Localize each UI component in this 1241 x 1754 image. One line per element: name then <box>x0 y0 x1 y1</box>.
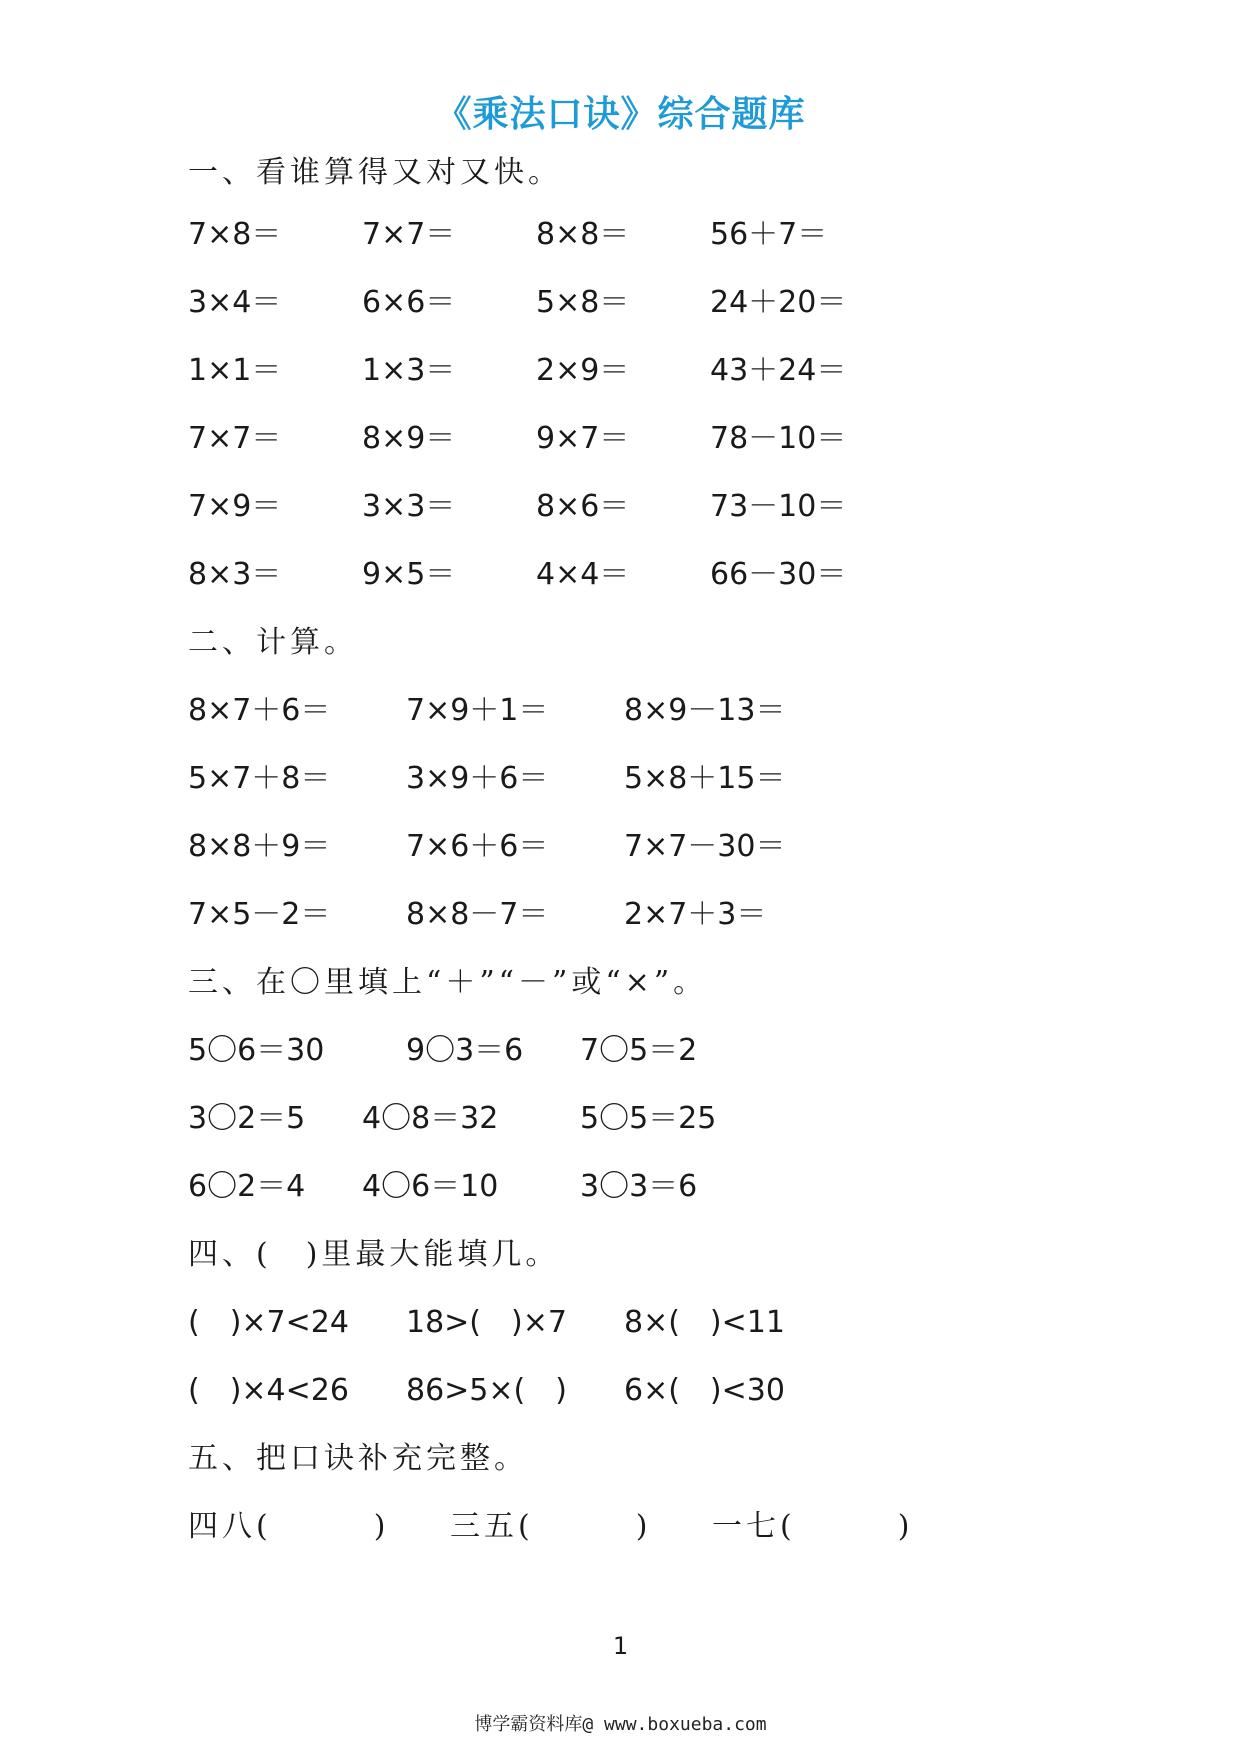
exercise-item: 56＋7＝ <box>710 217 828 252</box>
exercise-item: 8×8－7＝ <box>406 897 549 932</box>
exercise-item: 86>5×( ) <box>406 1373 567 1408</box>
section-5-heading: 五、把口诀补充完整。 <box>188 1441 528 1476</box>
exercise-item: 8×( )<11 <box>624 1305 785 1340</box>
section-3-heading: 三、在〇里填上“＋”“－”或“×”。 <box>188 965 708 1000</box>
exercise-item: 8×7＋6＝ <box>188 693 331 728</box>
exercise-item: 5〇6＝30 <box>188 1033 325 1068</box>
exercise-item: 3〇3＝6 <box>580 1169 698 1204</box>
exercise-item: 8×6＝ <box>536 489 630 524</box>
exercise-item: 三五( ) <box>450 1509 652 1544</box>
exercise-item: 24＋20＝ <box>710 285 847 320</box>
exercise-item: 66－30＝ <box>710 557 847 592</box>
exercise-item: 4〇8＝32 <box>362 1101 499 1136</box>
exercise-item: 7〇5＝2 <box>580 1033 698 1068</box>
exercise-item: 四八( ) <box>188 1509 390 1544</box>
exercise-item: 8×9＝ <box>362 421 456 456</box>
footer-watermark: 博学霸资料库@ www.boxueba.com <box>474 1714 767 1735</box>
exercise-item: 3×9＋6＝ <box>406 761 549 796</box>
exercise-item: 43＋24＝ <box>710 353 847 388</box>
exercise-item: 3×4＝ <box>188 285 282 320</box>
exercise-item: 7×7＝ <box>188 421 282 456</box>
exercise-item: 1×1＝ <box>188 353 282 388</box>
exercise-item: 18>( )×7 <box>406 1305 567 1340</box>
exercise-item: 2×7＋3＝ <box>624 897 767 932</box>
exercise-item: 7×5－2＝ <box>188 897 331 932</box>
exercise-item: 2×9＝ <box>536 353 630 388</box>
exercise-item: ( )×7<24 <box>188 1305 349 1340</box>
exercise-item: 7×7＝ <box>362 217 456 252</box>
exercise-item: 7×7－30＝ <box>624 829 786 864</box>
exercise-item: 8×8＝ <box>536 217 630 252</box>
exercise-item: 7×6＋6＝ <box>406 829 549 864</box>
exercise-item: 5〇5＝25 <box>580 1101 717 1136</box>
exercise-item: 一七( ) <box>712 1509 914 1544</box>
exercise-item: 5×8＋15＝ <box>624 761 786 796</box>
exercise-item: 78－10＝ <box>710 421 847 456</box>
exercise-item: 5×8＝ <box>536 285 630 320</box>
exercise-item: 6×( )<30 <box>624 1373 785 1408</box>
exercise-item: 9〇3＝6 <box>406 1033 524 1068</box>
exercise-item: 9×7＝ <box>536 421 630 456</box>
exercise-item: 8×9－13＝ <box>624 693 786 728</box>
exercise-item: 73－10＝ <box>710 489 847 524</box>
exercise-item: 3×3＝ <box>362 489 456 524</box>
exercise-item: 7×9＝ <box>188 489 282 524</box>
page-title: 《乘法口诀》综合题库 <box>435 94 806 135</box>
exercise-item: ( )×4<26 <box>188 1373 349 1408</box>
exercise-item: 8×8＋9＝ <box>188 829 331 864</box>
exercise-item: 6×6＝ <box>362 285 456 320</box>
exercise-item: 8×3＝ <box>188 557 282 592</box>
exercise-item: 1×3＝ <box>362 353 456 388</box>
exercise-item: 4〇6＝10 <box>362 1169 499 1204</box>
page-number: 1 <box>612 1632 629 1660</box>
exercise-item: 9×5＝ <box>362 557 456 592</box>
section-1-heading: 一、看谁算得又对又快。 <box>188 155 562 190</box>
exercise-item: 6〇2＝4 <box>188 1169 306 1204</box>
exercise-item: 4×4＝ <box>536 557 630 592</box>
section-4-heading: 四、( )里最大能填几。 <box>188 1237 560 1272</box>
exercise-item: 3〇2＝5 <box>188 1101 306 1136</box>
exercise-item: 7×9＋1＝ <box>406 693 549 728</box>
exercise-item: 7×8＝ <box>188 217 282 252</box>
exercise-item: 5×7＋8＝ <box>188 761 331 796</box>
section-2-heading: 二、计算。 <box>188 625 358 660</box>
